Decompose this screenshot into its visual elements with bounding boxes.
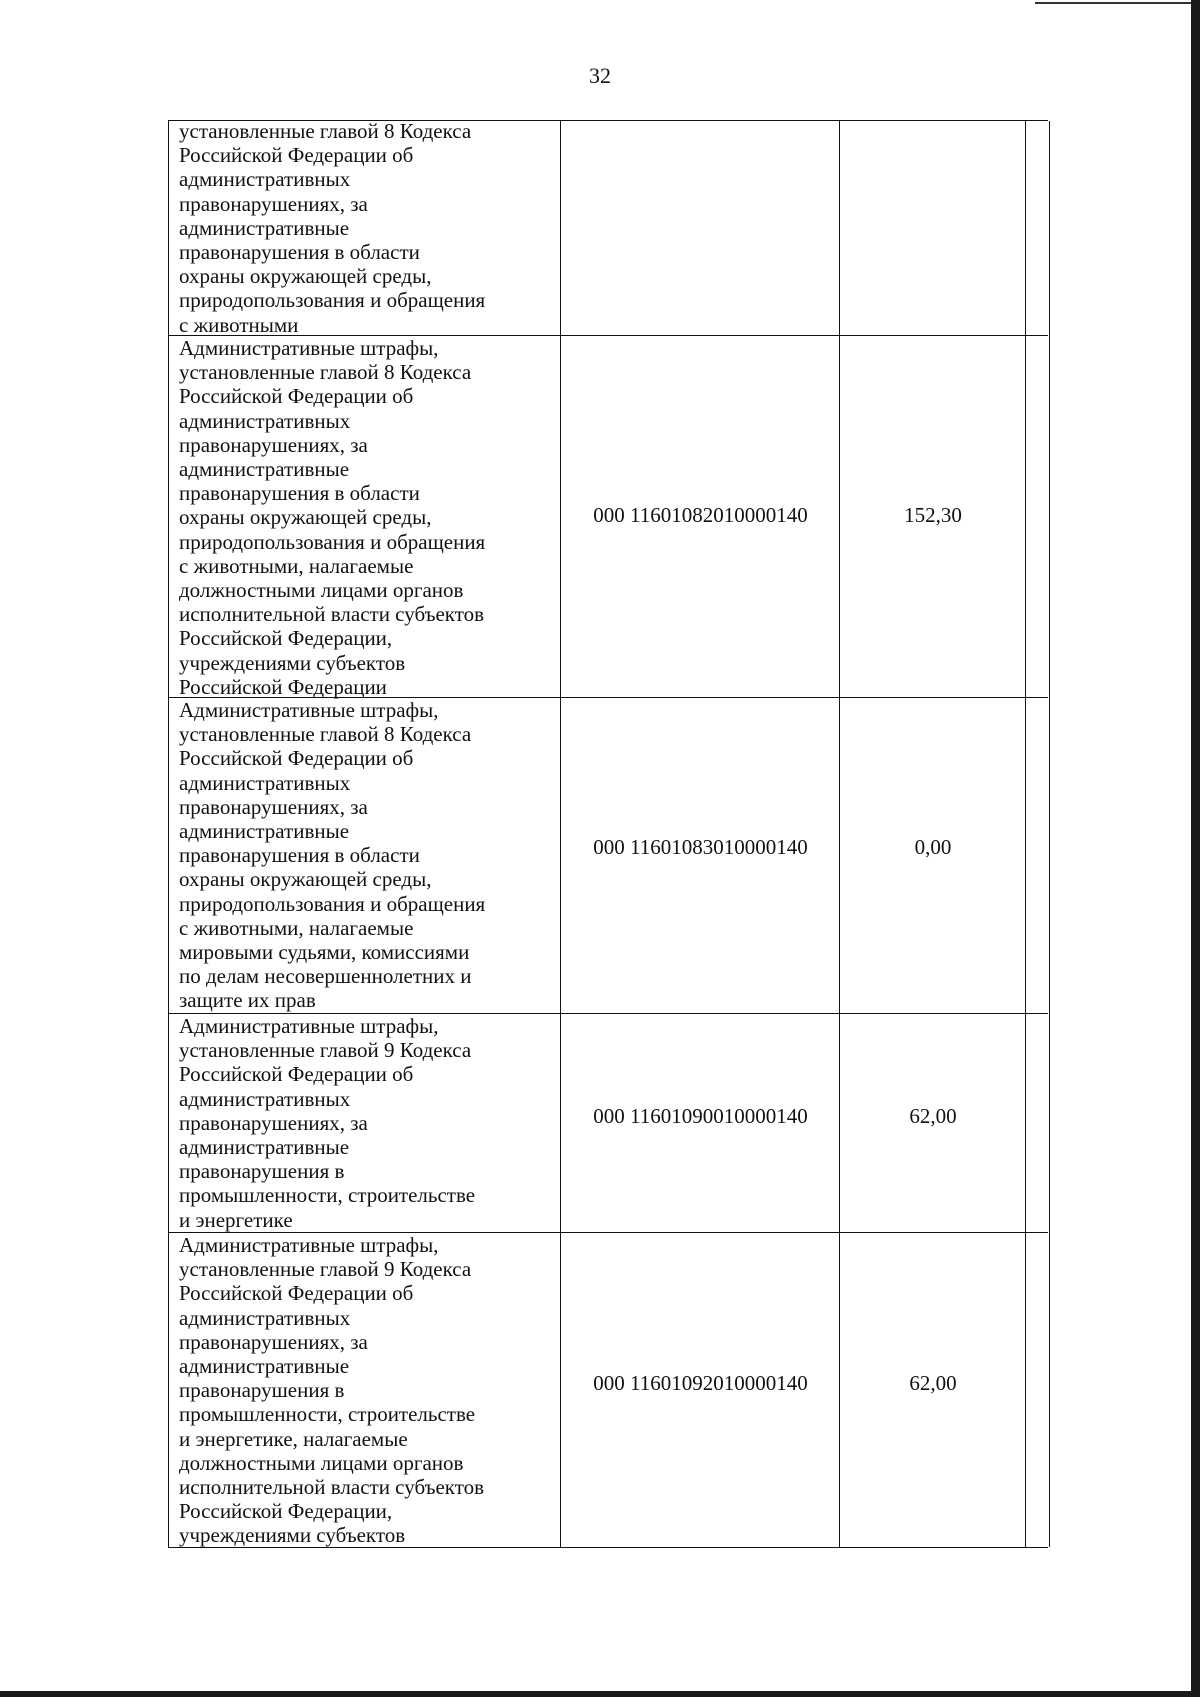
- empty-cell: [1025, 1014, 1050, 1233]
- scan-edge-right: [1191, 0, 1200, 1697]
- empty-cell: [1025, 698, 1050, 1014]
- amount-cell: [839, 1014, 1026, 1233]
- row-code: 000 11601090010000140: [593, 1104, 808, 1128]
- description-cell: [168, 121, 561, 336]
- description-cell: [168, 698, 561, 1014]
- row-description: Административные штрафы, установленные главой 9 Кодекса Российской Федерации об административных правонарушениях, за административные правонарушения в промышленности, строительстве и энергетике: [179, 1014, 476, 1232]
- code-cell: [560, 121, 840, 336]
- row-amount: 62,00: [909, 1371, 957, 1395]
- table-row: [168, 120, 1048, 336]
- row-code: 000 11601082010000140: [593, 503, 808, 527]
- scan-artifact-top: [1035, 2, 1200, 4]
- empty-cell: [1025, 121, 1050, 336]
- code-cell: [560, 1233, 840, 1547]
- table-row: [168, 1232, 1048, 1548]
- table-row: [168, 697, 1048, 1014]
- description-cell: [168, 336, 561, 698]
- row-description: Административные штрафы, установленные главой 8 Кодекса Российской Федерации об административных правонарушениях, за административные правонарушения в области охраны окружающей среды, природопользования и обращения с животными, налагаемые должностными лицами органов исполнительной власти субъектов Российской Федерации, учреждениями субъектов Российской Федерации: [179, 336, 486, 699]
- table-row: [168, 335, 1048, 698]
- row-code: 000 11601092010000140: [593, 1371, 808, 1395]
- amount-cell: [839, 1233, 1026, 1547]
- row-code: 000 11601083010000140: [593, 835, 808, 859]
- description-cell: [168, 1233, 561, 1547]
- table-row: [168, 1013, 1048, 1233]
- row-amount: 0,00: [914, 835, 952, 859]
- scan-edge-bottom: [0, 1691, 1200, 1697]
- row-description: Административные штрафы, установленные главой 8 Кодекса Российской Федерации об административных правонарушениях, за административные правонарушения в области охраны окружающей среды, природопользования и обращения с животными, налагаемые мировыми судьями, комиссиями по делам несовершеннолетних и защите их прав: [179, 698, 486, 1013]
- code-cell: [560, 336, 840, 698]
- row-description: Административные штрафы, установленные главой 9 Кодекса Российской Федерации об административных правонарушениях, за административные правонарушения в промышленности, строительстве и энергетике, налагаемые должностными лицами органов исполнительной власти субъектов Российской Федерации, учреждениями субъектов: [179, 1233, 485, 1548]
- row-description: установленные главой 8 Кодекса Российской Федерации об административных правонарушениях, за административные правонарушения в области охраны окружающей среды, природопользования и обращения с животными: [179, 119, 486, 337]
- empty-cell: [1025, 1233, 1050, 1547]
- amount-cell: [839, 698, 1026, 1014]
- empty-cell: [1025, 336, 1050, 698]
- description-cell: [168, 1014, 561, 1233]
- row-amount: 152,30: [904, 503, 962, 527]
- code-cell: [560, 1014, 840, 1233]
- amount-cell: [839, 121, 1026, 336]
- code-cell: [560, 698, 840, 1014]
- row-amount: 62,00: [909, 1104, 957, 1128]
- page-number: 32: [589, 63, 611, 88]
- amount-cell: [839, 336, 1026, 698]
